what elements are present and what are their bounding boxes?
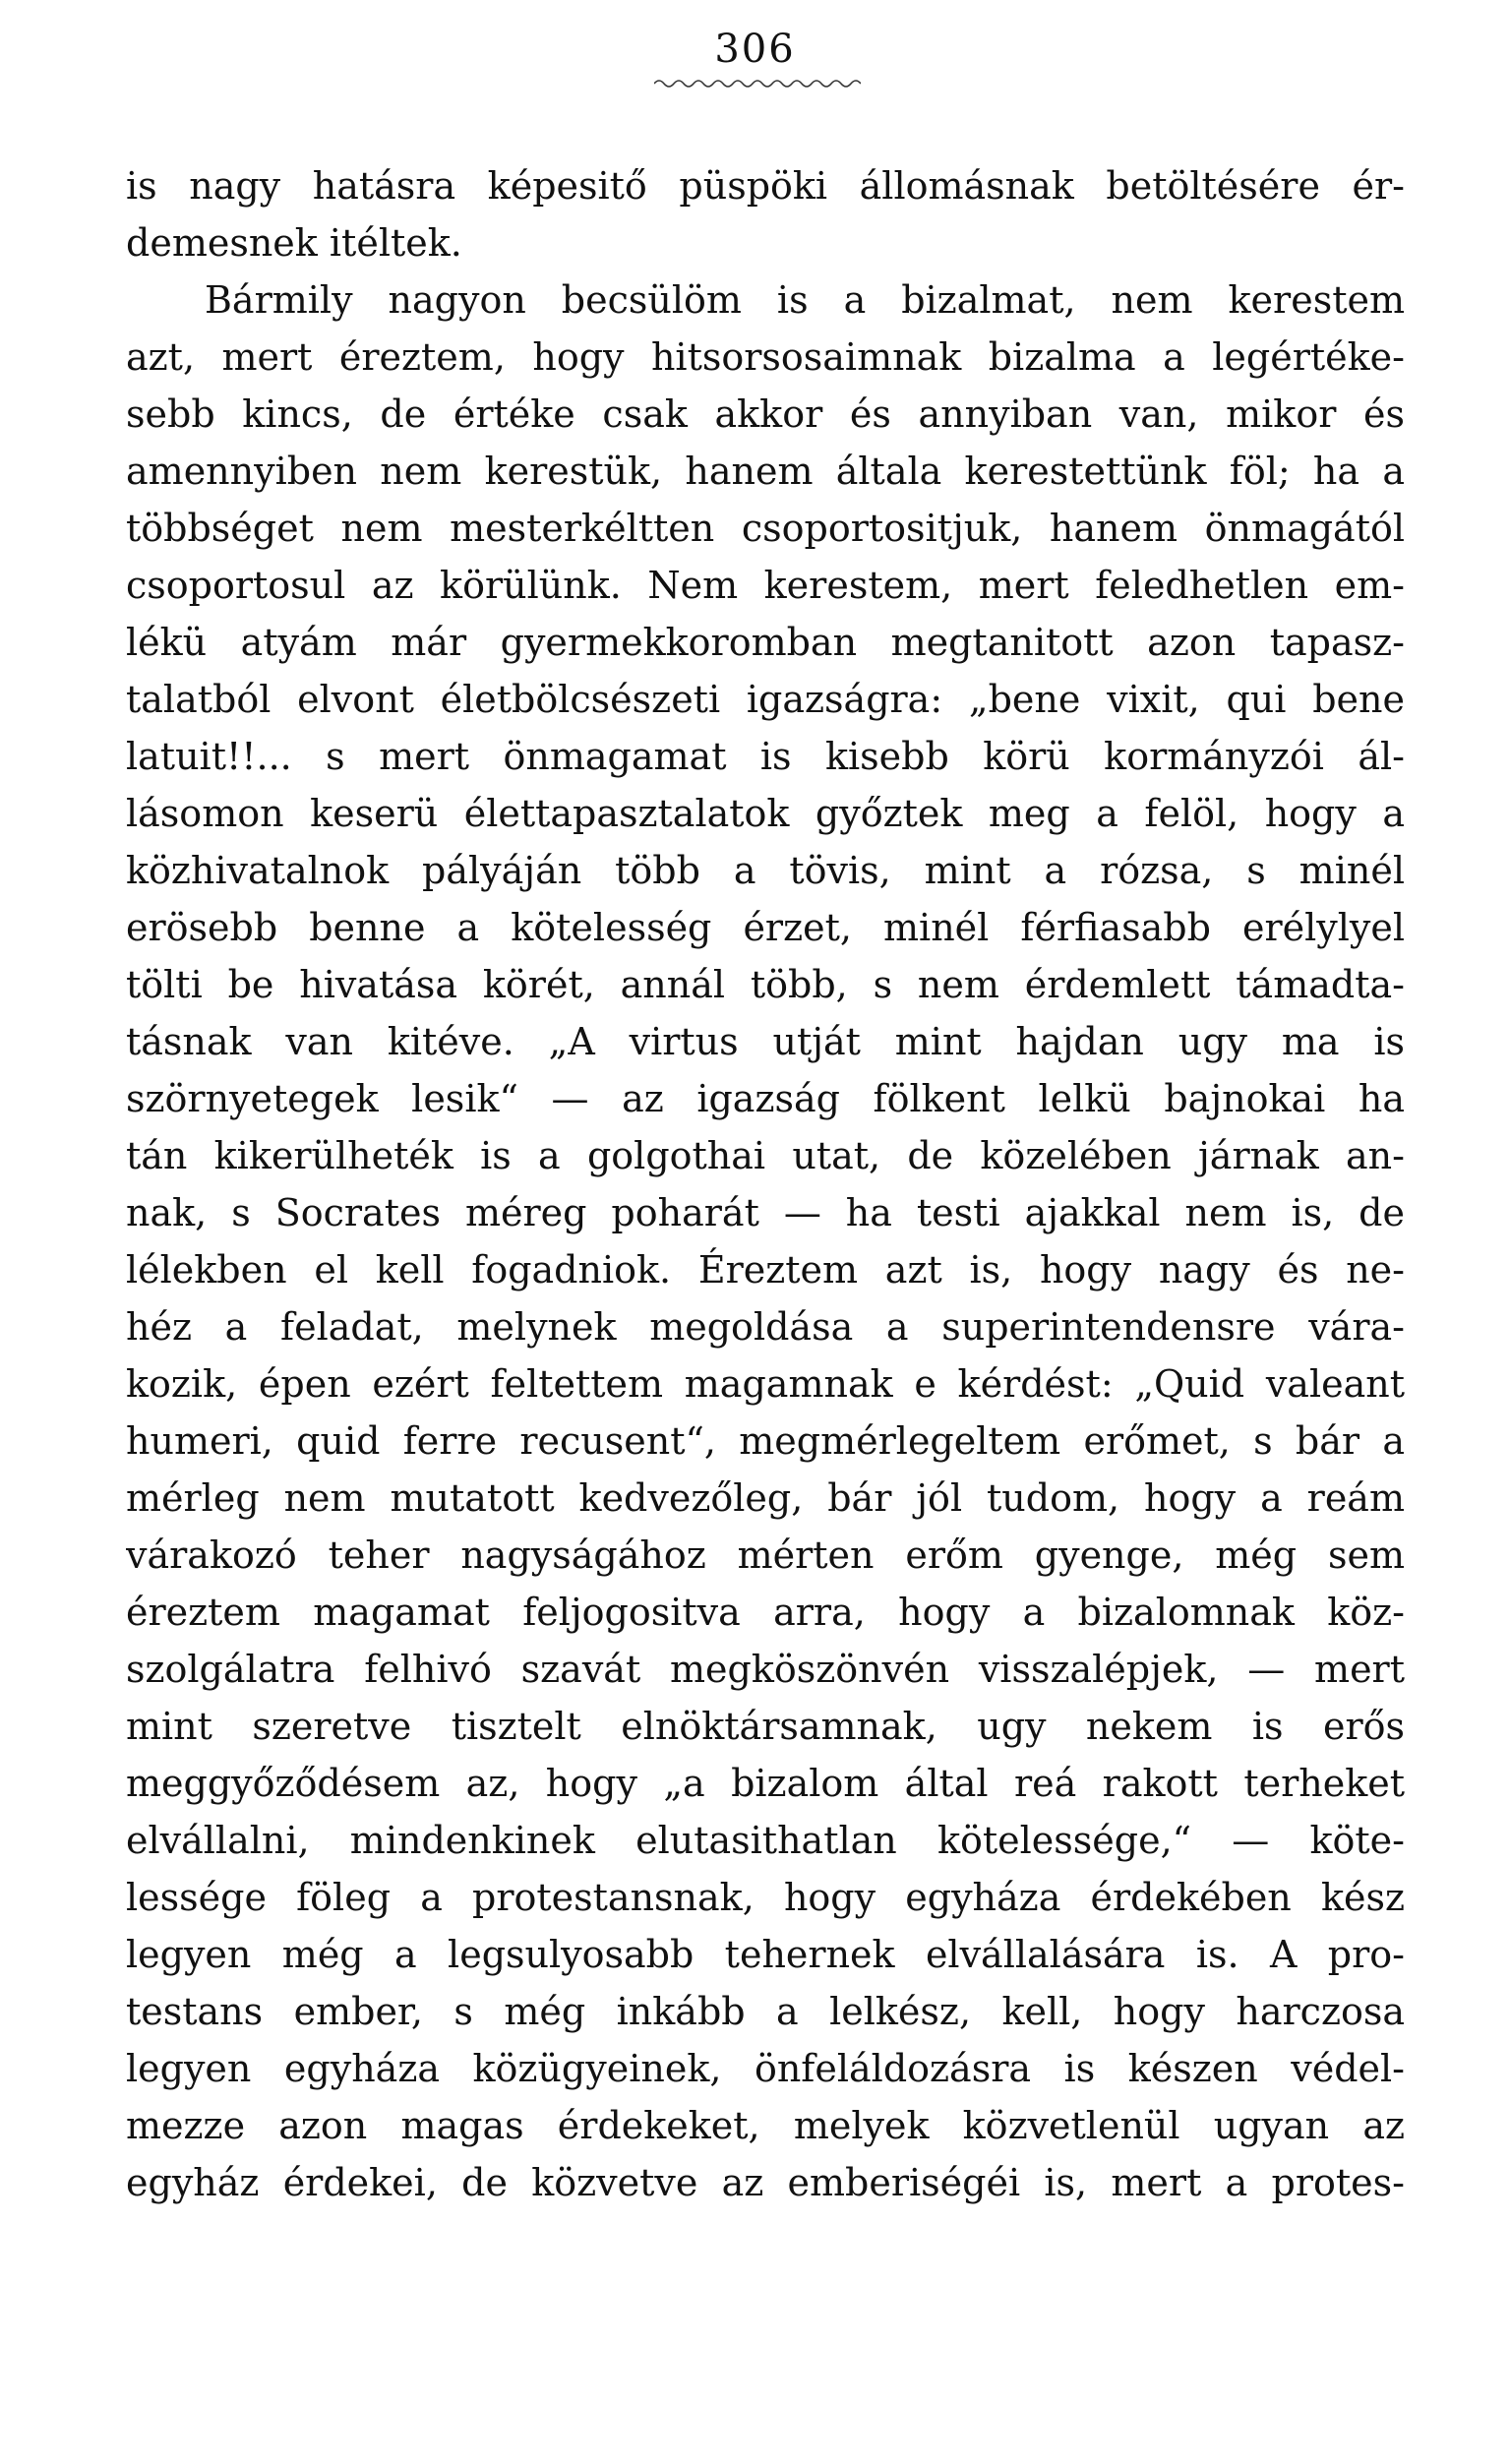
text-line: legyen még a legsulyosabb tehernek elvállalására is. A pro- bbox=[126, 1933, 1405, 1976]
text-line: meggyőződésem az, hogy „a bizalom által reá rakott terheket bbox=[126, 1762, 1405, 1805]
text-line: szörnyetegek lesik“ — az igazság fölkent lelkü bajnokai ha bbox=[126, 1077, 1405, 1120]
text-line: humeri, quid ferre recusent“, megmérlegeltem erőmet, s bár a bbox=[126, 1419, 1405, 1463]
text-line: azt, mert éreztem, hogy hitsorsosaimnak bizalma a legértéke- bbox=[126, 335, 1405, 379]
page-number: 306 bbox=[714, 27, 796, 72]
text-line: elvállalni, mindenkinek elutasithatlan kötelessége,“ — köte- bbox=[126, 1819, 1405, 1862]
text-line: amennyiben nem kerestük, hanem általa kerestettünk föl; ha a bbox=[126, 450, 1405, 493]
text-line: demesnek itéltek. bbox=[126, 221, 462, 265]
wavy-rule-ornament bbox=[654, 77, 861, 90]
text-line: mint szeretve tisztelt elnöktársamnak, ugy nekem is erős bbox=[126, 1705, 1405, 1748]
text-line: legyen egyháza közügyeinek, önfeláldozásra is készen védel- bbox=[126, 2047, 1405, 2090]
text-line: tölti be hivatása körét, annál több, s nem érdemlett támadta- bbox=[126, 963, 1405, 1006]
text-line: lékü atyám már gyermekkoromban megtanitott azon tapasz- bbox=[126, 621, 1405, 664]
text-line: mezze azon magas érdekeket, melyek közvetlenül ugyan az bbox=[126, 2104, 1405, 2147]
text-line: sebb kincs, de értéke csak akkor és annyiban van, mikor és bbox=[126, 392, 1405, 436]
text-line: talatból elvont életbölcsészeti igazságra: „bene vixit, qui bene bbox=[126, 678, 1405, 721]
text-line: többséget nem mesterkéltten csoportositjuk, hanem önmagától bbox=[126, 507, 1405, 550]
text-line: várakozó teher nagyságához mérten erőm gyenge, még sem bbox=[126, 1533, 1405, 1577]
text-line: éreztem magamat feljogositva arra, hogy a bizalomnak köz- bbox=[126, 1591, 1405, 1634]
text-line: közhivatalnok pályáján több a tövis, mint a rózsa, s minél bbox=[126, 849, 1405, 892]
text-line: csoportosul az körülünk. Nem kerestem, mert feledhetlen em- bbox=[126, 564, 1405, 607]
text-line: egyház érdekei, de közvetve az emberiségéi is, mert a protes- bbox=[126, 2161, 1405, 2204]
text-line: is nagy hatásra képesitő püspöki állomásnak betöltésére ér- bbox=[126, 164, 1405, 208]
text-line: lélekben el kell fogadniok. Éreztem azt is, hogy nagy és ne- bbox=[126, 1248, 1405, 1292]
text-line: lessége föleg a protestansnak, hogy egyháza érdekében kész bbox=[126, 1876, 1405, 1919]
text-line: Bármily nagyon becsülöm is a bizalmat, nem kerestem bbox=[205, 278, 1405, 322]
text-line: testans ember, s még inkább a lelkész, kell, hogy harczosa bbox=[126, 1990, 1405, 2033]
text-line: kozik, épen ezért feltettem magamnak e kérdést: „Quid valeant bbox=[126, 1362, 1405, 1406]
text-line: latuit!!... s mert önmagamat is kisebb körü kormányzói ál- bbox=[126, 735, 1405, 778]
text-line: tán kikerülheték is a golgothai utat, de közelében járnak an- bbox=[126, 1134, 1405, 1177]
text-line: lásomon keserü élettapasztalatok győztek meg a felöl, hogy a bbox=[126, 792, 1405, 835]
text-line: tásnak van kitéve. „A virtus utját mint hajdan ugy ma is bbox=[126, 1020, 1405, 1063]
text-line: szolgálatra felhivó szavát megköszönvén visszalépjek, — mert bbox=[126, 1648, 1405, 1691]
text-line: mérleg nem mutatott kedvezőleg, bár jól tudom, hogy a reám bbox=[126, 1476, 1405, 1520]
text-line: erösebb benne a kötelesség érzet, minél férfiasabb erélylyel bbox=[126, 906, 1405, 949]
body-text bbox=[126, 157, 1405, 2211]
text-line: héz a feladat, melynek megoldása a superintendensre vára- bbox=[126, 1305, 1405, 1349]
text-line: nak, s Socrates méreg poharát — ha testi ajakkal nem is, de bbox=[126, 1191, 1405, 1234]
